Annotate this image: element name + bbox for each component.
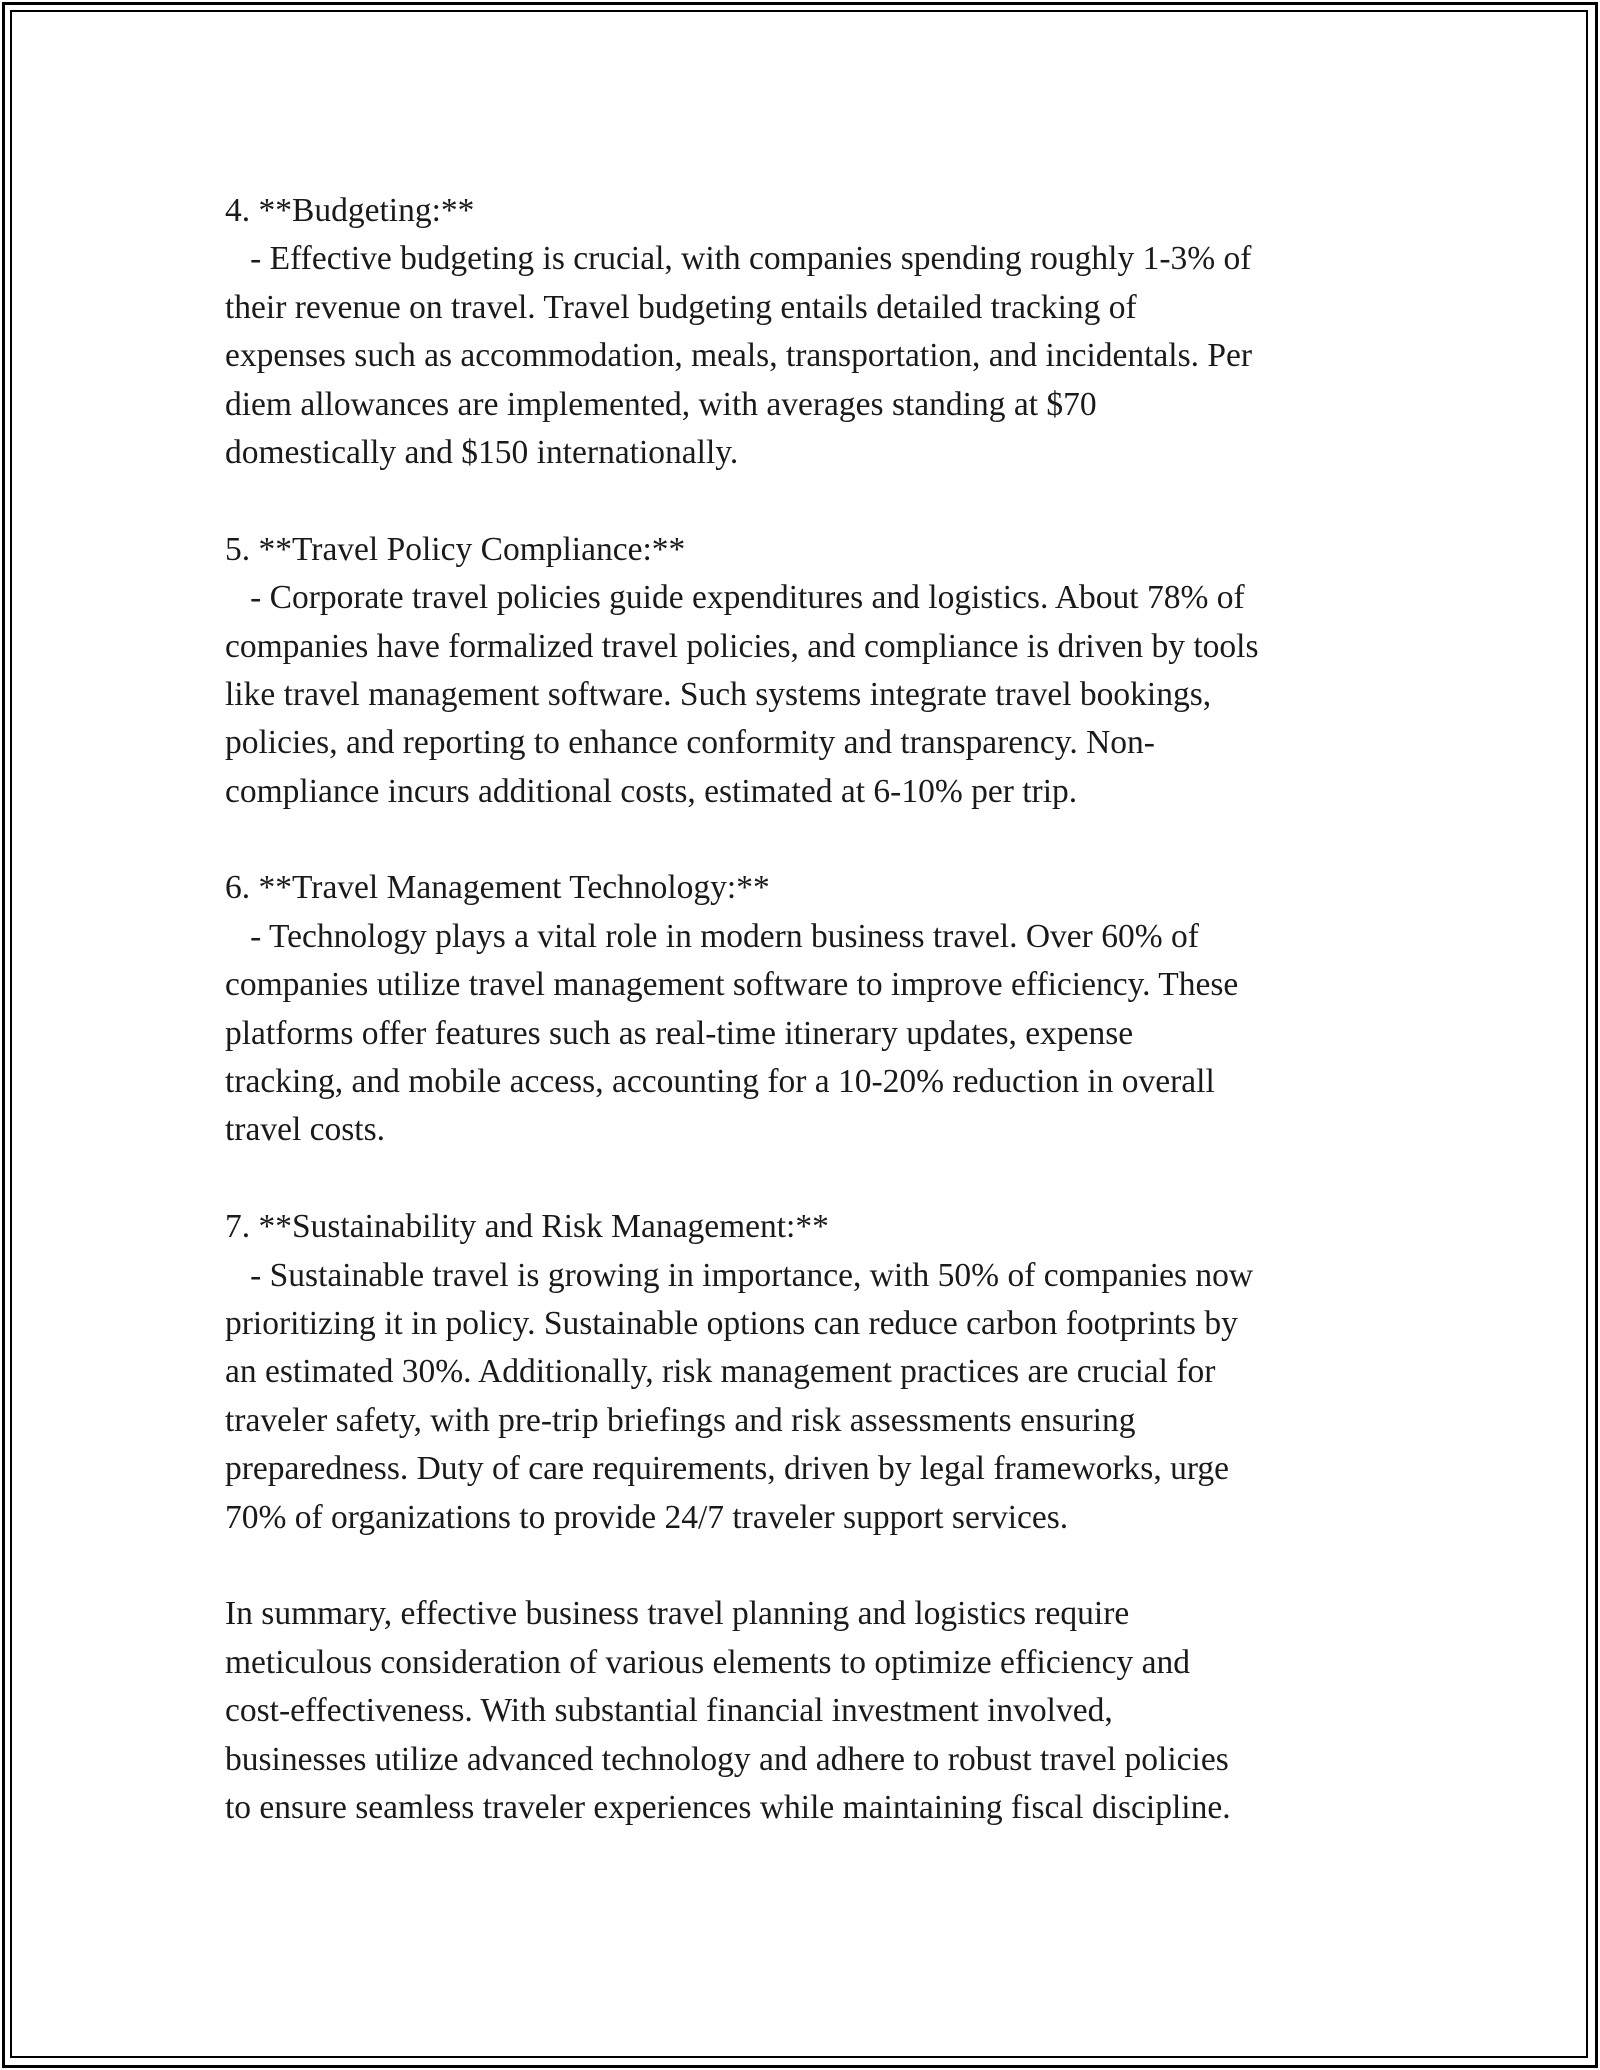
text-line: like travel management software. Such systems integrate travel bookings, <box>225 675 1212 713</box>
text-line: businesses utilize advanced technology and adhere to robust travel policies <box>225 1740 1229 1778</box>
text-line: - Effective budgeting is crucial, with companies spending roughly 1-3% of <box>225 240 1252 278</box>
blank-line <box>225 477 1405 525</box>
text-line: their revenue on travel. Travel budgeting entails detailed tracking of <box>225 288 1137 326</box>
text-line: travel costs. <box>225 1111 386 1149</box>
text-line: prioritizing it in policy. Sustainable options can reduce carbon footprints by <box>225 1304 1238 1342</box>
text-line: 4. **Budgeting:** <box>225 192 475 229</box>
text-line: - Sustainable travel is growing in importance, with 50% of companies now <box>225 1256 1254 1294</box>
text-line: 7. **Sustainability and Risk Management:** <box>225 1208 829 1246</box>
text-line: platforms offer features such as real-time itinerary updates, expense <box>225 1014 1134 1052</box>
blank-line <box>225 1542 1405 1590</box>
text-line: an estimated 30%. Additionally, risk management practices are crucial for <box>225 1353 1216 1391</box>
text-line: preparedness. Duty of care requirements, driven by legal frameworks, urge <box>225 1450 1230 1488</box>
blank-line <box>225 1155 1405 1203</box>
text-line: - Technology plays a vital role in modern business travel. Over 60% of <box>225 917 1199 955</box>
text-line: meticulous consideration of various elements to optimize efficiency and <box>225 1643 1191 1681</box>
text-line: domestically and $150 internationally. <box>225 433 739 471</box>
text-line: companies have formalized travel policies, and compliance is driven by tools <box>225 627 1259 665</box>
text-line: 6. **Travel Management Technology:** <box>225 869 770 907</box>
text-line: In summary, effective business travel planning and logistics require <box>225 1595 1130 1633</box>
text-line: companies utilize travel management software to improve efficiency. These <box>225 966 1239 1004</box>
text-line: 70% of organizations to provide 24/7 traveler support services. <box>225 1498 1069 1536</box>
text-line: - Corporate travel policies guide expenditures and logistics. About 78% of <box>225 579 1245 617</box>
text-line: policies, and reporting to enhance conformity and transparency. Non- <box>225 724 1155 762</box>
text-line: expenses such as accommodation, meals, transportation, and incidentals. Per <box>225 337 1253 375</box>
text-line: to ensure seamless traveler experiences while maintaining fiscal discipline. <box>225 1788 1231 1826</box>
document-body <box>225 187 1405 1832</box>
text-line: traveler safety, with pre-trip briefings and risk assessments ensuring <box>225 1401 1136 1439</box>
text-line: cost-effectiveness. With substantial financial investment involved, <box>225 1692 1113 1730</box>
text-line: tracking, and mobile access, accounting for a 10-20% reduction in overall <box>225 1063 1215 1101</box>
text-line: diem allowances are implemented, with averages standing at $70 <box>225 385 1097 423</box>
text-line: compliance incurs additional costs, estimated at 6-10% per trip. <box>225 772 1078 810</box>
blank-line <box>225 816 1405 864</box>
text-line: 5. **Travel Policy Compliance:** <box>225 530 686 568</box>
